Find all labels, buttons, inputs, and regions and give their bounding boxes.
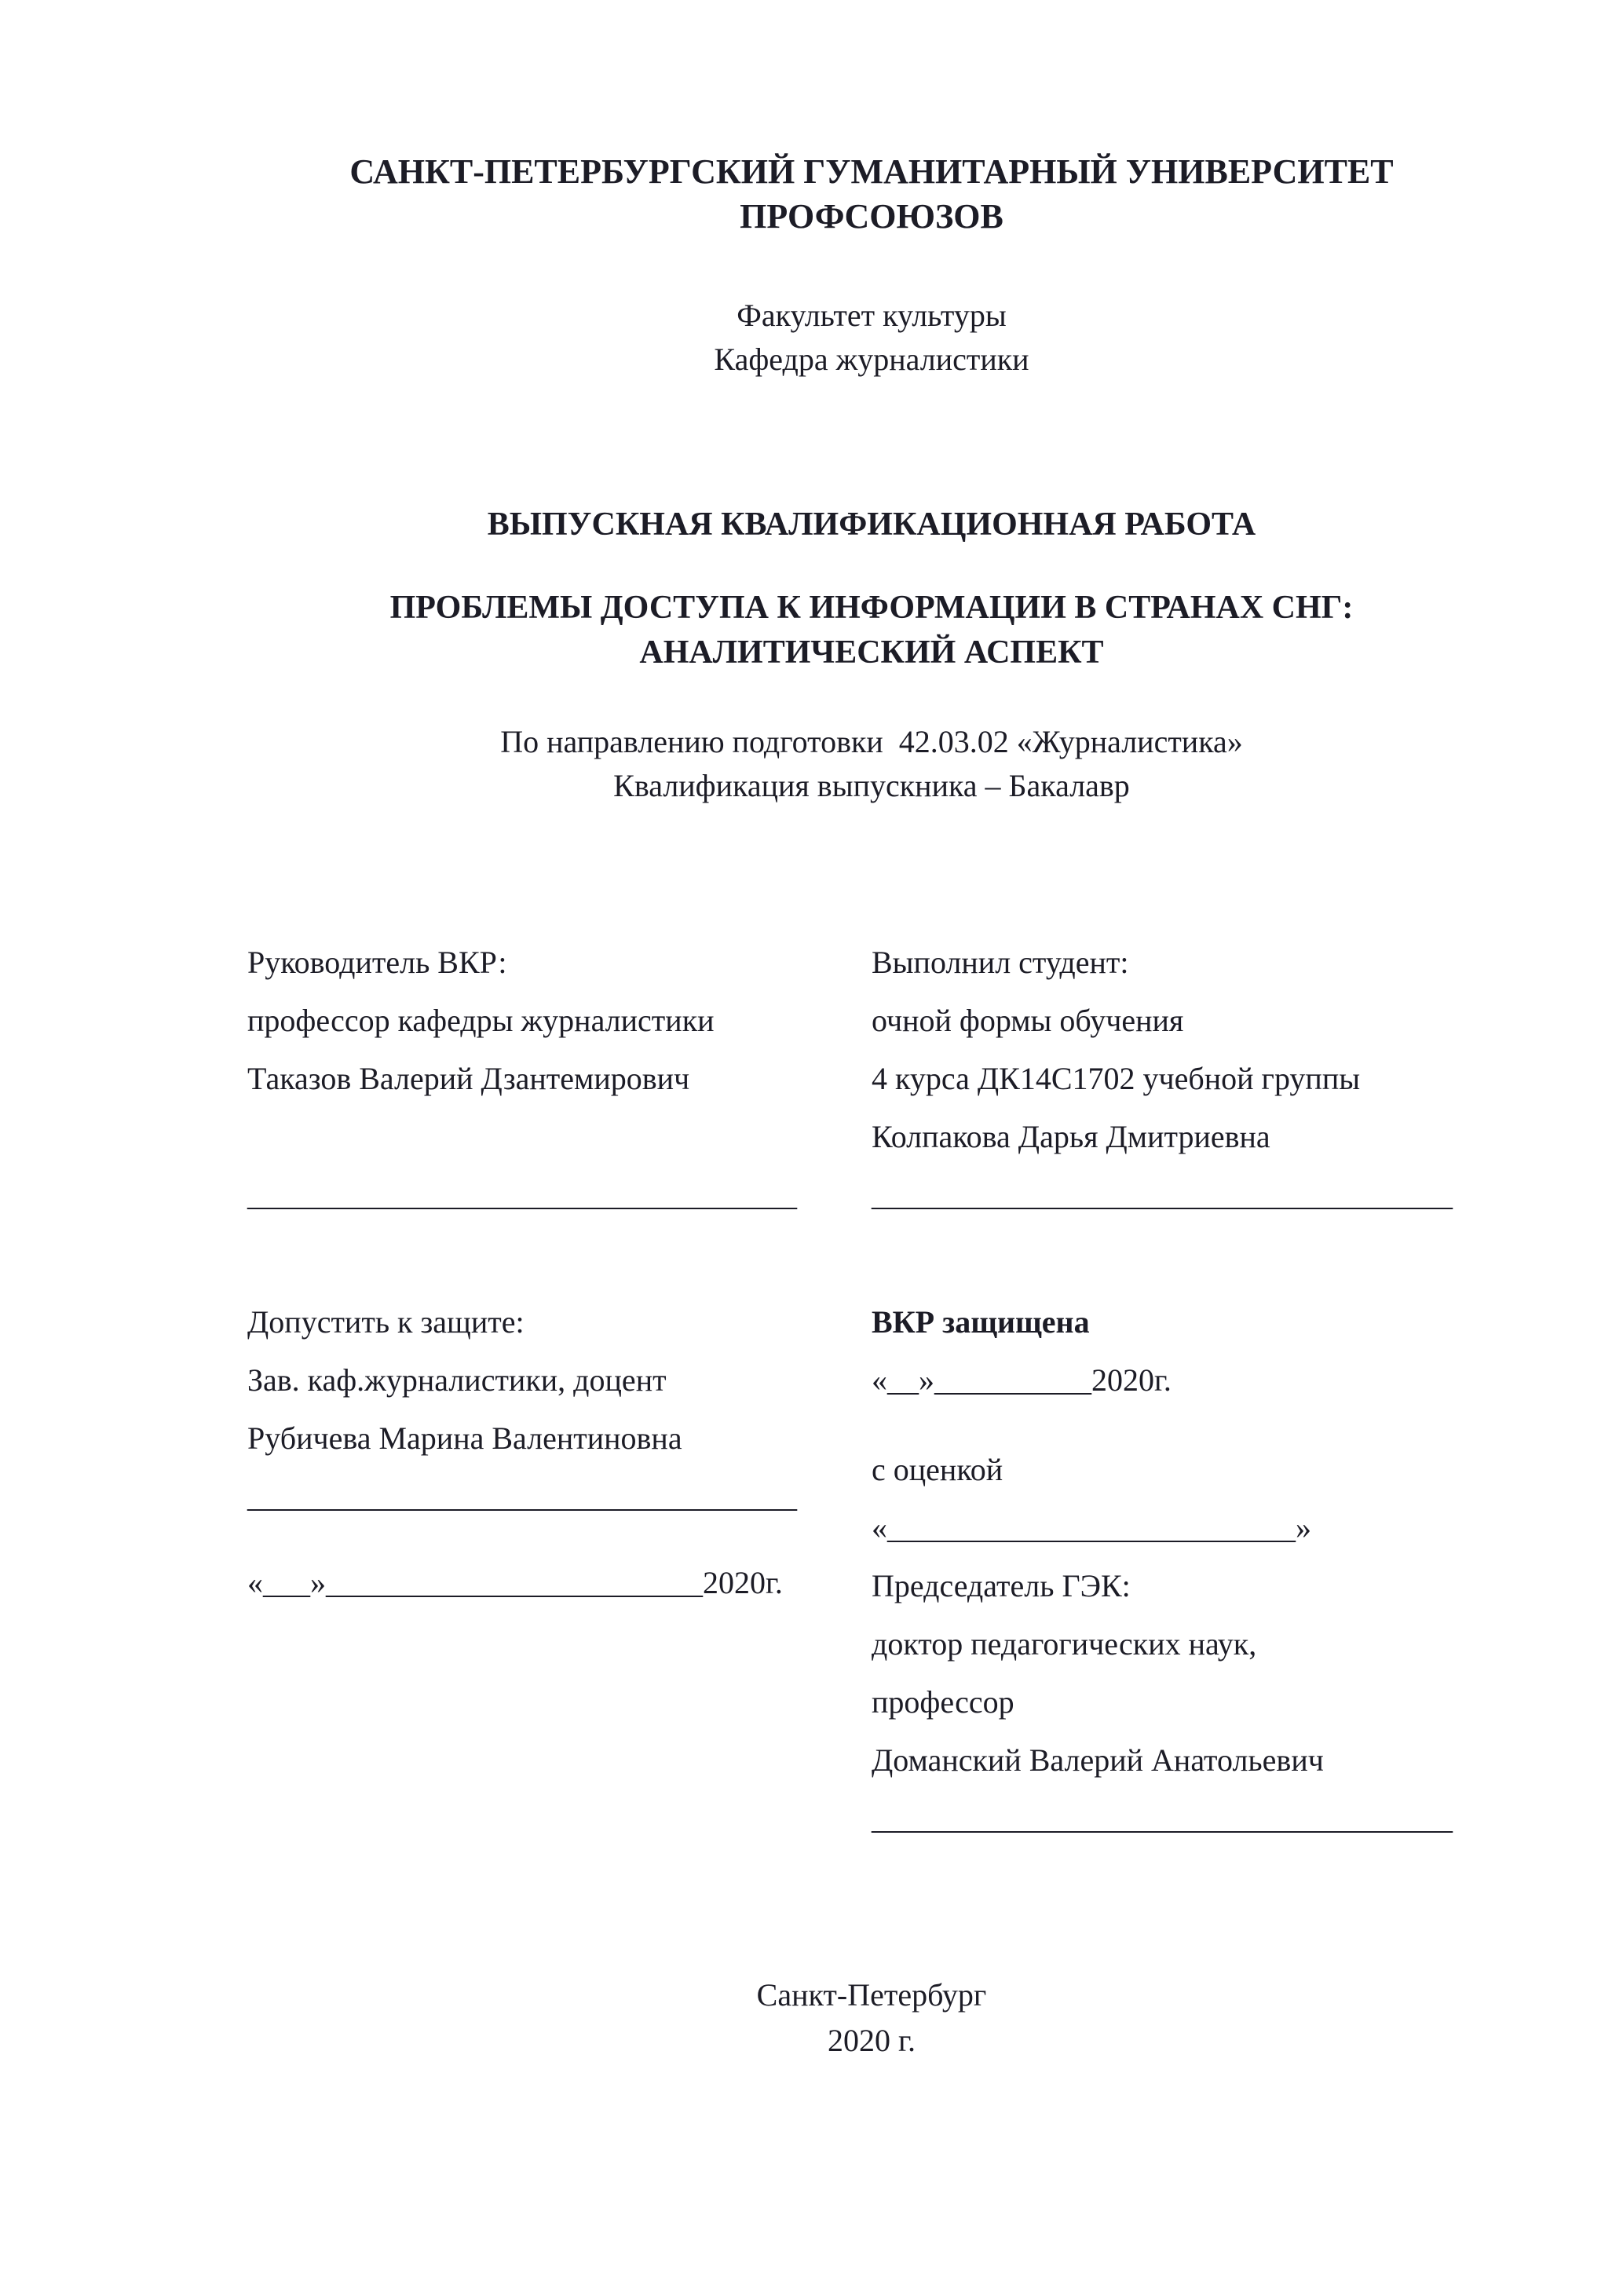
chairman-rank: профессор: [872, 1684, 1014, 1720]
student-group: 4 курса ДК14С1702 учебной группы: [872, 1061, 1361, 1097]
supervisor-signature-line: ___________________________________: [247, 1177, 797, 1213]
faculty-name: Факультет культуры: [737, 298, 1007, 334]
student-column: [872, 934, 1496, 1224]
chairman-label: Председатель ГЭК:: [872, 1568, 1131, 1604]
direction-block: [247, 720, 1496, 808]
chairman-degree: доктор педагогических наук,: [872, 1626, 1257, 1662]
spacer: [247, 1108, 872, 1166]
supervisor-column: [247, 934, 872, 1224]
thesis-title-line1: ПРОБЛЕМЫ ДОСТУПА К ИНФОРМАЦИИ В СТРАНАХ СНГ:: [389, 589, 1354, 626]
defense-column: [872, 1293, 1496, 1848]
footer-year: 2020 г.: [828, 2023, 916, 2058]
admission-position: Зав. каф.журналистики, доцент: [247, 1362, 667, 1398]
defense-date-line: «__»__________2020г.: [872, 1362, 1172, 1398]
supervisor-label: Руководитель ВКР:: [247, 945, 507, 981]
thesis-title: [247, 586, 1496, 675]
thesis-title-line2: АНАЛИТИЧЕСКИЙ АСПЕКТ: [639, 634, 1104, 671]
university-name-line2: ПРОФСОЮЗОВ: [740, 197, 1003, 236]
direction-line: По направлению подготовки 42.03.02 «Журналистика»: [500, 724, 1243, 760]
student-name: Колпакова Дарья Дмитриевна: [872, 1119, 1270, 1155]
university-name-line1: САНКТ-ПЕТЕРБУРГСКИЙ ГУМАНИТАРНЫЙ УНИВЕРСИТЕТ: [349, 152, 1394, 191]
student-study-form: очной формы обучения: [872, 1003, 1184, 1039]
supervisor-student-section: [247, 934, 1496, 1224]
footer-city: Санкт-Петербург: [756, 1977, 987, 2013]
admission-column: [247, 1293, 872, 1848]
student-signature-line: _____________________________________: [872, 1177, 1453, 1213]
chairman-name: Доманский Валерий Анатольевич: [872, 1742, 1324, 1779]
work-type-heading: ВЫПУСКНАЯ КВАЛИФИКАЦИОННАЯ РАБОТА: [487, 506, 1256, 543]
university-name: [247, 149, 1496, 239]
spacer: [872, 1409, 1496, 1441]
admission-defense-section: [247, 1293, 1496, 1848]
admission-signature-line: ___________________________________: [247, 1479, 797, 1515]
chairman-signature-line: _____________________________________: [872, 1801, 1453, 1837]
supervisor-position: профессор кафедры журналистики: [247, 1003, 715, 1039]
grade-line: «__________________________»: [872, 1510, 1311, 1546]
department-name: Кафедра журналистики: [714, 342, 1029, 378]
supervisor-name: Таказов Валерий Дзантемирович: [247, 1061, 690, 1097]
page-footer: [247, 1972, 1496, 2064]
defense-status: ВКР защищена: [872, 1304, 1090, 1340]
student-label: Выполнил студент:: [872, 945, 1129, 981]
admission-label: Допустить к защите:: [247, 1304, 525, 1340]
faculty-block: [247, 294, 1496, 382]
qualification-line: Квалификация выпускника – Бакалавр: [613, 768, 1130, 804]
admission-name: Рубичева Марина Валентиновна: [247, 1420, 682, 1457]
admission-date-line: «___»________________________2020г.: [247, 1565, 783, 1601]
grade-label: с оценкой: [872, 1452, 1003, 1488]
